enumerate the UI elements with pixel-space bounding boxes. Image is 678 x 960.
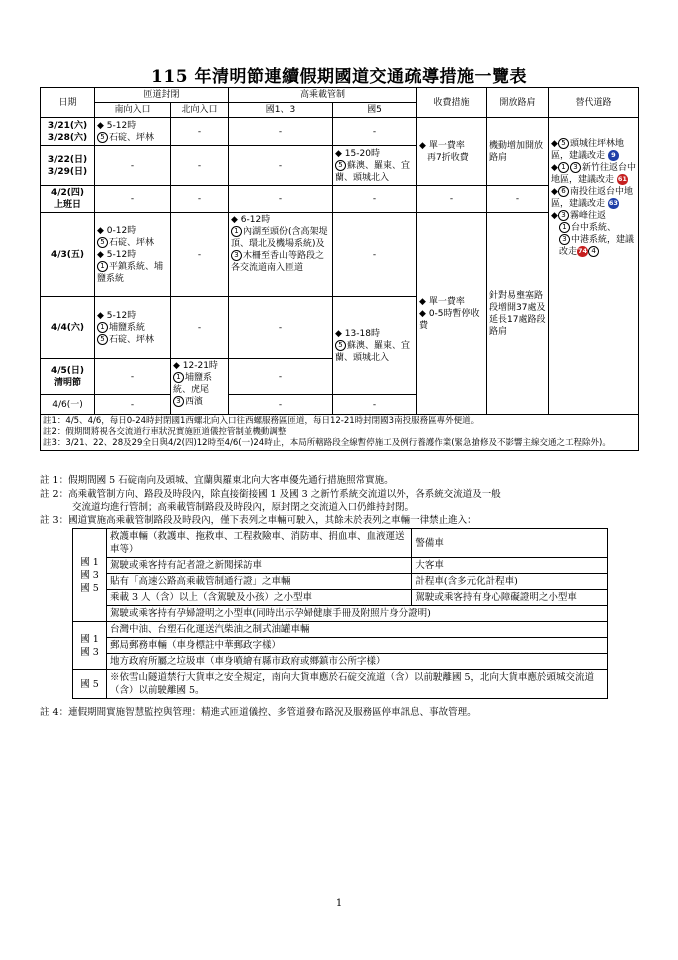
note-3: 註 3：國道實施高乘載管制路段及時段內，僅下表列之車輛可駛入，其餘未於表列之車輛一律禁止進入： — [40, 515, 477, 526]
toll-cell-a: ◆ 單一費率 再7折收費 — [417, 118, 487, 186]
note-2b: 交流道均進行管制；高乘載管制路段及時段內，原封閉之交流道入口仍維持封閉。 — [72, 502, 415, 513]
header-ramp-closure: 匝道封閉 — [95, 88, 229, 103]
page-number: 1 — [335, 898, 343, 909]
alt-routes-cell: ◆ 5 頭城往坪林地區，建議改走 9 ◆ 1 3 新竹往返台中地區，建議改走 61 ◆ 6 南投往返台中地區，建議改走 63 ◆ 3 霧峰往返 1 台中系統、 3 中港系統，建議改走74 4 — [549, 118, 639, 415]
row-date: 3/21(六) 3/28(六) — [41, 118, 95, 146]
header-shoulder: 開放路肩 — [487, 88, 549, 118]
hwy61-shield-icon: 61 — [617, 175, 627, 183]
header-toll: 收費措施 — [417, 88, 487, 118]
header-hwy5: 國5 — [333, 103, 417, 118]
header-south-entry: 南向入口 — [95, 103, 171, 118]
shoulder-cell-a: 機動增加開放路肩 — [487, 118, 549, 186]
south-entry-cell: ◆ 5-12時 5 石碇、坪林 — [95, 118, 171, 146]
header-hwy1-3: 國1、3 — [229, 103, 333, 118]
hwy63-shield-icon: 63 — [608, 199, 618, 207]
hwy74-shield-icon: 74 — [578, 247, 588, 255]
note-2a: 註 2：高乘載管制方向、路段及時段內，除直接銜接國 1 及國 3 之新竹系統交流道以外，各系統交流道及一般 — [40, 489, 501, 500]
table-notes: 註1：4/5、4/6，每日0-24時封閉國1西螺北向入口往西螺服務區匝道，每日12-21時封閉國3南投服務區專外便道。 註2：假期間將視各交流道行車狀況實施匝道儀控管制並機動調整 註3：3/21、22、28及29全日與4/2(四)12時至4/6(一)24時止，本局所轄路段全線暫停施工及例行養護作業(緊急搶修及不影響主線交通之工程除外)。 — [41, 415, 639, 451]
page-title: 115 年清明節連續假期國道交通疏導措施一覽表 — [151, 67, 527, 87]
shoulder-cell-b: 針對易壅塞路段增開37處及延長17處路段路肩 — [487, 213, 549, 415]
note-4: 註 4：連假期間實施智慧監控與管理：精進式匝道儀控、多管道發布路況及服務區停車訊息、事故管理。 — [40, 707, 477, 718]
header-hov-control: 高乘載管制 — [229, 88, 417, 103]
header-alt-routes: 替代道路 — [549, 88, 639, 118]
header-north-entry: 北向入口 — [171, 103, 229, 118]
traffic-measures-table: 日期 匝道封閉 高乘載管制 收費措施 開放路肩 替代道路 南向入口 北向入口 國1、3 國5 3/21(六) 3/28(六) ◆ 5-12時 5 石碇、坪林 - - - ◆ 單一費率 再7折收費 機動增加開放路肩 ◆ 5 頭城往坪林地區，建議改走 9 ◆ 1 3 新竹往返台中地區，建議改走 61 ◆ 6 南投往返台中地區，建議改走 63 ◆ 3 霧峰往返 1 台中系統、 3 中港系統，建議改走74 4 3/22(日) 3/29(日) - - - ◆ 15-20時 5 蘇澳、羅東、宜蘭、頭城北入 4/2(四) 上班日 - - - - - - 4/3(五) ◆ 0-12時 5 石碇、坪林 ◆ 5-12時 1 平鎮系統、埔鹽系統 - ◆ 6-12時 1 內湖至頭份(含高架堤頂、環北及機場系統)及3 木柵至香山等路段之各交流道南入匝道 - ◆ 單一費率 ◆ 0-5時暫停收費 針對易壅塞路段增開37處及延長17處路段路肩 4/4(六) ◆ 5-12時 1 埔鹽系統 5 石碇、坪林 - - ◆ 13-18時 5 蘇澳、羅東、宜蘭、頭城北入 4/5(日) 清明節 - ◆ 12-21時 1 埔鹽系統、虎尾 3 西濱 - 4/6(一) - - - 註1：4/5、4/6，每日0-24時封閉國1西螺北向入口往西螺服務區匝道，每日12-21時封閉國3南投服務區專外便道。 註2：假期間將視各交流道行車狀況實施匝道儀控管制並機動調整 註3：3/21、22、28及29全日與4/2(四)12時至4/6(一)24時止，本局所轄路段全線暫停施工及例行養護作業(緊急搶修及不影響主線交通之工程除外)。 — [40, 87, 639, 451]
toll-cell-b: ◆ 單一費率 ◆ 0-5時暫停收費 — [417, 213, 487, 415]
vehicle-table: 國 1 國 3 國 5 救護車輛（救護車、拖救車、工程救險車、消防車、捐血車、血液運送車等） 警備車 駕駛或乘客持有記者證之新聞採訪車 大客車 貼有「高速公路高乘載管制通行證」之車輛 計程車(含多元化計程車) 乘載 3 人（含）以上（含駕駛及小孩）之小型車 駕駛或乘客持有身心障礙證明之小型車 駕駛或乘客持有孕婦證明之小型車(同時出示孕婦健康手冊及附照片身分證明) 國 1 國 3 台灣中油、台塑石化運送汽柴油之制式油罐車輛 郵局郵務車輛（車身標註中華郵政字樣） 地方政府所屬之垃圾車（車身噴繪有縣市政府或鄉鎮市公所字樣） 國 5 ※依雪山隧道禁行大貨車之安全規定，南向大貨車應於石碇交流道（含）以前駛離國 5，北向大貨車應於頭城交流道（含）以前駛離國 5。 — [72, 528, 608, 699]
note-1: 註 1：假期間國 5 石碇南向及頭城、宜蘭與羅東北向大客車優先通行措施照常實施。 — [40, 475, 394, 486]
hwy9-shield-icon: 9 — [608, 150, 619, 161]
hwy5-badge-icon: 5 — [97, 132, 108, 143]
header-date: 日期 — [41, 88, 95, 118]
